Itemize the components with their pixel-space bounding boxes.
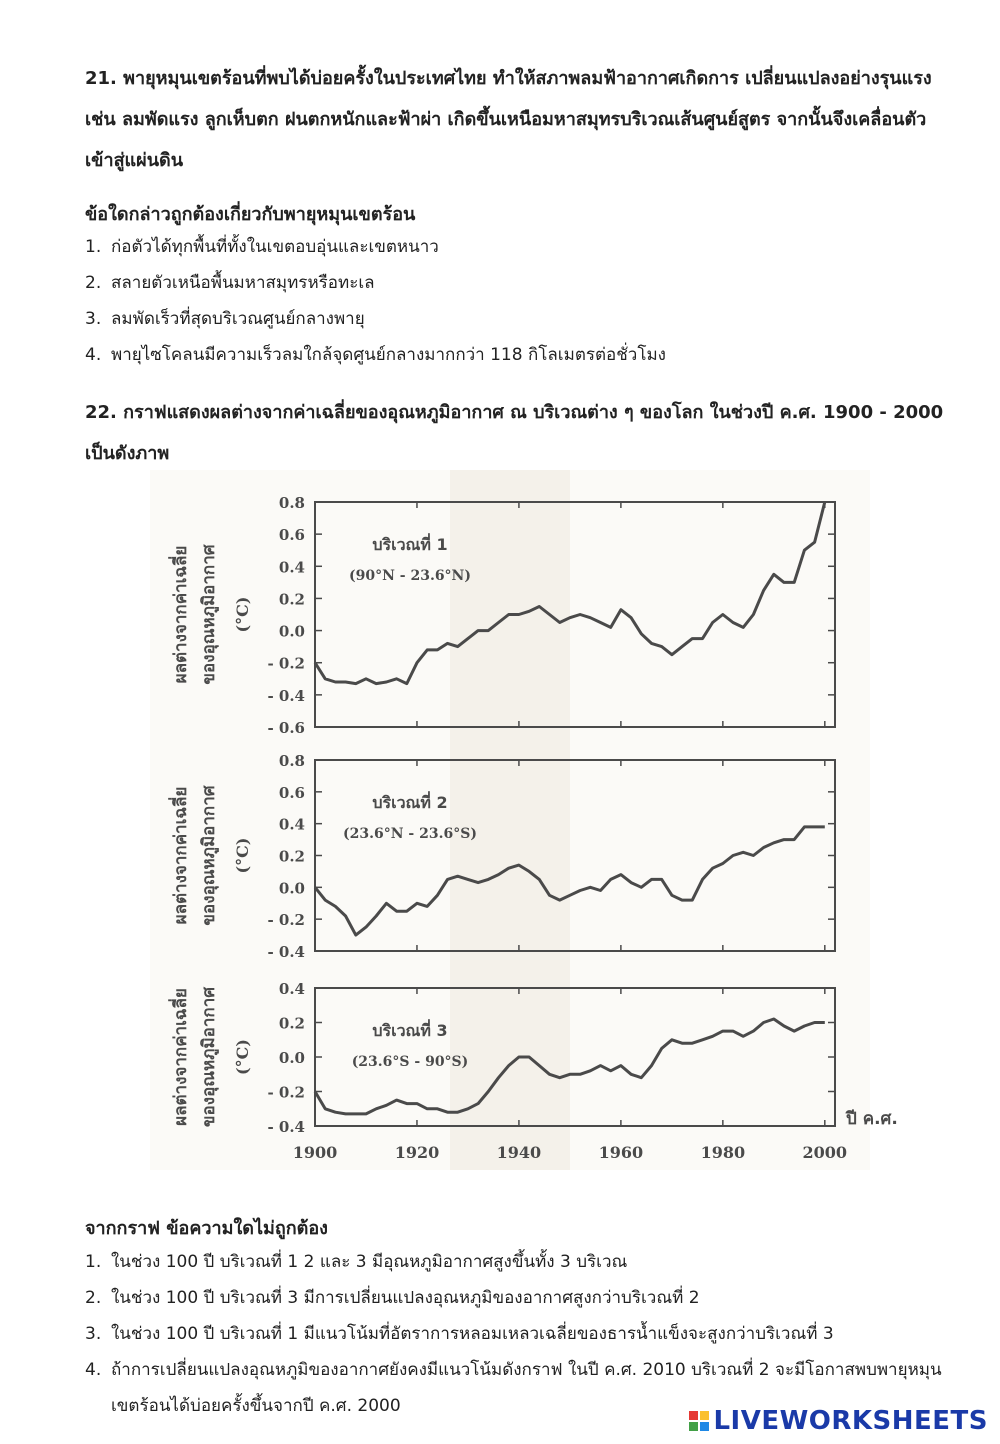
q22-question: จากกราฟ ข้อความใดไม่ถูกต้อง xyxy=(85,1218,328,1239)
panel-1-ytick-label: 0.4 xyxy=(278,558,305,577)
panel-1-ytick-label: - 0.6 xyxy=(267,719,305,737)
panel-1-ytick-label: 0.8 xyxy=(278,494,305,512)
x-tick-label: 1900 xyxy=(292,1143,338,1162)
panel-1-ylabel-line2: ของอุณหภูมิอากาศ xyxy=(199,544,219,685)
x-axis-label: ปี ค.ศ. xyxy=(846,1109,898,1129)
q22-option-4[interactable]: 4. ถ้าการเปลี่ยนแปลงอุณหภูมิของอากาศยังคงมีแนวโน้มดังกราฟ ในปี ค.ศ. 2010 บริเวณที่ 2 จะมีโอกาสพบพายุหมุนเขตร้อนได้บ่อยครั้งขึ้นจากปี ค.ศ. 2000 xyxy=(85,1360,942,1416)
panel-2-ytick-label: 0.4 xyxy=(278,815,305,834)
panel-3-ylabel-line1: ผลต่างจากค่าเฉลี่ย xyxy=(171,988,191,1126)
q22-text: 22. กราฟแสดงผลต่างจากค่าเฉลี่ยของอุณหภูมิอากาศ ณ บริเวณต่าง ๆ ของโลก ในช่วงปี ค.ศ. 1900 - 2000 เป็นดังภาพ xyxy=(85,402,944,464)
q21-option-3[interactable]: 3. ลมพัดเร็วที่สุดบริเวณศูนย์กลางพายุ xyxy=(85,309,365,329)
q21-option-4[interactable]: 4. พายุไซโคลนมีความเร็วลมใกล้จุดศูนย์กลางมากกว่า 118 กิโลเมตรต่อชั่วโมง xyxy=(85,345,666,365)
panel-2-range: (23.6°N - 23.6°S) xyxy=(343,826,477,842)
x-tick-label: 1980 xyxy=(700,1143,746,1162)
panel-2-ytick-label: 0.2 xyxy=(278,847,305,866)
panel-2-ytick-label: 0.0 xyxy=(278,879,305,898)
x-tick-label: 1940 xyxy=(496,1143,542,1162)
panel-1-ytick-label: 0.2 xyxy=(278,590,305,609)
panel-2-ytick-label: - 0.2 xyxy=(267,911,305,930)
panel-2-unit: (°C) xyxy=(233,837,252,874)
panel-3-ytick-label: 0.2 xyxy=(278,1014,305,1033)
panel-1-ytick-label: 0.6 xyxy=(278,526,305,545)
panel-2-title: บริเวณที่ 2 xyxy=(372,793,448,812)
liveworksheets-logo[interactable] xyxy=(689,1406,988,1436)
temperature-chart xyxy=(150,470,898,1170)
q21-option-2[interactable]: 2. สลายตัวเหนือพื้นมหาสมุทรหรือทะเล xyxy=(85,273,375,293)
temperature-chart-svg xyxy=(150,470,898,1170)
panel-1-ytick-label: - 0.4 xyxy=(267,686,305,705)
panel-3-range: (23.6°S - 90°S) xyxy=(351,1054,469,1070)
x-tick-label: 1920 xyxy=(394,1143,440,1162)
panel-1-ytick-label: - 0.2 xyxy=(267,654,305,673)
panel-1-title: บริเวณที่ 1 xyxy=(372,535,448,554)
x-tick-label: 2000 xyxy=(802,1143,848,1162)
panel-2-ylabel-line2: ของอุณหภูมิอากาศ xyxy=(199,785,219,926)
panel-2-ytick-label: 0.6 xyxy=(278,783,305,802)
panel-1-ytick-label: 0.0 xyxy=(278,622,305,641)
q21-question: ข้อใดกล่าวถูกต้องเกี่ยวกับพายุหมุนเขตร้อน xyxy=(85,204,416,225)
panel-2-ylabel-line1: ผลต่างจากค่าเฉลี่ย xyxy=(171,786,191,925)
panel-3-ylabel-line2: ของอุณหภูมิอากาศ xyxy=(199,986,219,1128)
panel-3-unit: (°C) xyxy=(233,1039,252,1075)
panel-1-unit: (°C) xyxy=(233,596,252,633)
panel-3-ytick-label: - 0.2 xyxy=(267,1083,305,1102)
x-tick-label: 1960 xyxy=(598,1143,644,1162)
panel-2-ytick-label: 0.8 xyxy=(278,752,305,770)
panel-3-ytick-label: - 0.4 xyxy=(267,1118,305,1136)
panel-2-ytick-label: - 0.4 xyxy=(267,943,305,961)
brand-text: LIVEWORKSHEETS xyxy=(713,1406,988,1436)
panel-1-range: (90°N - 23.6°N) xyxy=(349,568,471,584)
panel-3-ytick-label: 0.0 xyxy=(278,1049,305,1067)
q22-options xyxy=(85,1244,965,1424)
q22-option-3[interactable]: 3. ในช่วง 100 ปี บริเวณที่ 1 มีแนวโน้มที่อัตราการหลอมเหลวเฉลี่ยของธารน้ำแข็งจะสูงกว่าบริเวณที่ 3 xyxy=(85,1324,834,1344)
panel-3-title: บริเวณที่ 3 xyxy=(372,1021,448,1040)
brand-grid-icon xyxy=(689,1411,709,1431)
q21-options xyxy=(85,229,965,373)
q22-option-1[interactable]: 1. ในช่วง 100 ปี บริเวณที่ 1 2 และ 3 มีอุณหภูมิอากาศสูงขึ้นทั้ง 3 บริเวณ xyxy=(85,1252,628,1272)
panel-3-ytick-label: 0.4 xyxy=(278,980,305,998)
q21-option-1[interactable]: 1. ก่อตัวได้ทุกพื้นที่ทั้งในเขตอบอุ่นและเขตหนาว xyxy=(85,237,439,257)
panel-1-ylabel-line1: ผลต่างจากค่าเฉลี่ย xyxy=(171,545,191,684)
q22-option-2[interactable]: 2. ในช่วง 100 ปี บริเวณที่ 3 มีการเปลี่ยนแปลงอุณหภูมิของอากาศสูงกว่าบริเวณที่ 2 xyxy=(85,1288,700,1308)
q21-text: 21. พายุหมุนเขตร้อนที่พบได้บ่อยครั้งในประเทศไทย ทำให้สภาพลมฟ้าอากาศเกิดการ เปลี่ยนแปลงอย่างรุนแรง เช่น ลมพัดแรง ลูกเห็บตก ฝนตกหนักและฟ้าผ่า เกิดขึ้นเหนือมหาสมุทรบริเวณเส้นศูนย์สูตร จากนั้นจึงเคลื่อนตัวเข้าสู่แผ่นดิน xyxy=(85,68,932,171)
